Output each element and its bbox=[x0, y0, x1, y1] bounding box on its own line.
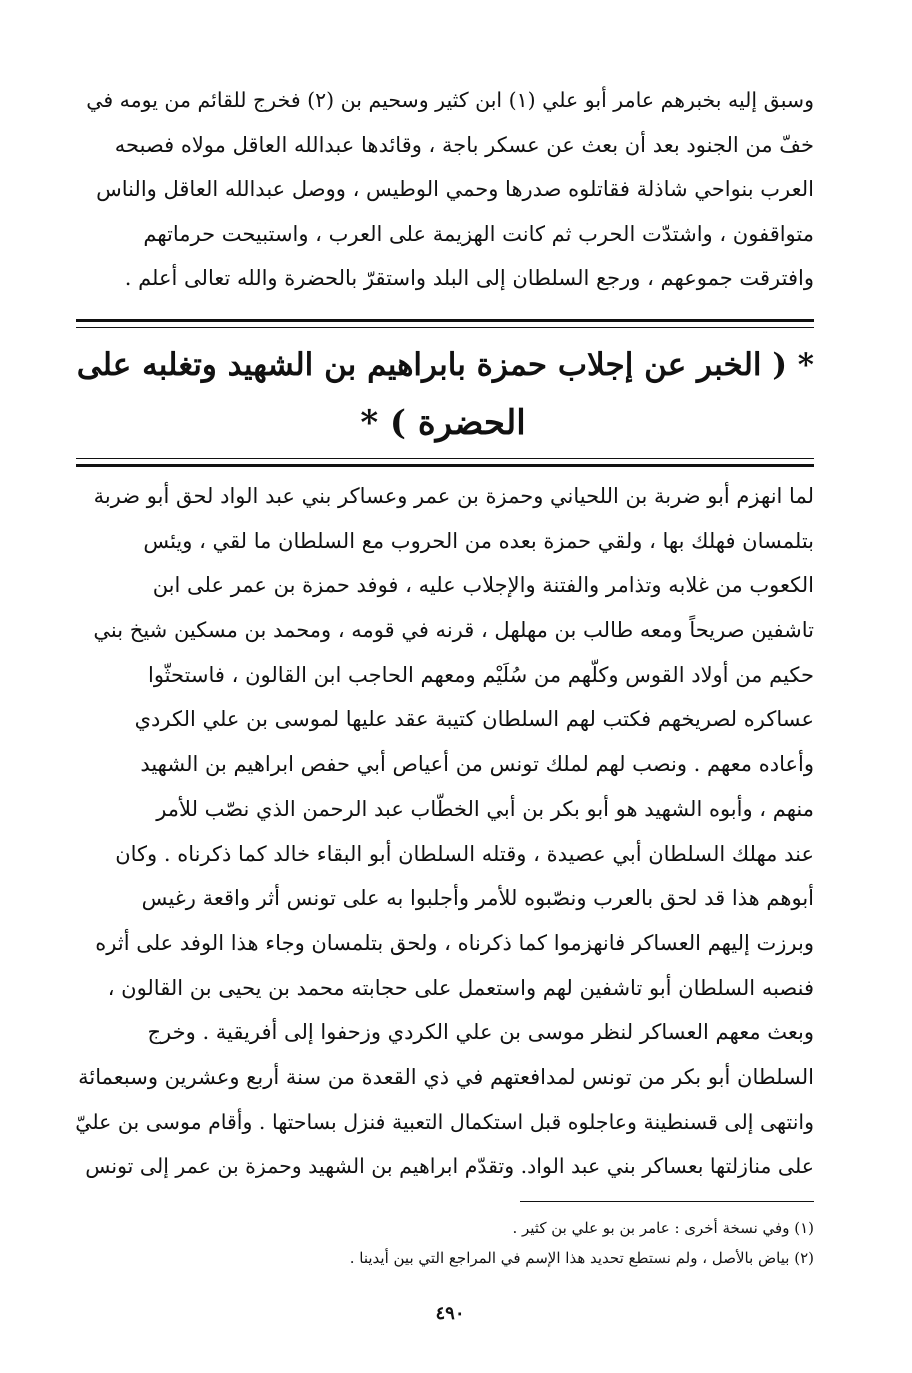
footnote-2: (٢) بياض بالأصل ، ولم نستطع تحديد هذا الإسم في المراجع التي بين أيدينا . bbox=[349, 1249, 814, 1267]
section-rule-top-thin bbox=[76, 327, 814, 328]
text-line: وسبق إليه بخبرهم عامر أبو علي (١) ابن كثير وسحيم بن (٢) فخرج للقائم من يومه في bbox=[86, 88, 814, 112]
section-heading-line-1: * ( الخبر عن إجلاب حمزة بابراهيم بن الشهيد وتغلبه على bbox=[76, 347, 814, 383]
text-line: فنصبه السلطان أبو تاشفين لهم واستعمل على حجابته محمد بن يحيى بن القالون ، bbox=[107, 975, 814, 1000]
text-line: وبرزت إليهم العساكر فانهزموا كما ذكرناه ، ولحق بتلمسان وجاء هذا الوفد على أثره bbox=[95, 930, 814, 955]
text-line: وافترقت جموعهم ، ورجع السلطان إلى البلد واستقرّ بالحضرة والله تعالى أعلم . bbox=[124, 266, 814, 290]
page-number: ٤٩٠ bbox=[435, 1303, 465, 1324]
text-line: أبوهم هذا قد لحق بالعرب ونصّبوه للأمر وأجلبوا به على تونس أثر واقعة رغيس bbox=[141, 886, 814, 911]
text-line: تاشفين صريحاً ومعه طالب بن مهلهل ، قرنه في قومه ، ومحمد بن مسكين شيخ بني bbox=[93, 618, 814, 643]
section-body-paragraph bbox=[72, 474, 814, 1189]
footnotes bbox=[72, 1213, 814, 1273]
text-line: الكعوب من غلابه وتذامر والفتنة والإجلاب عليه ، فوفد حمزة بن عمر على ابن bbox=[152, 573, 814, 598]
section-rule-bottom-thick bbox=[76, 464, 814, 467]
text-line: عند مهلك السلطان أبي عصيدة ، وقتله السلطان أبو البقاء خالد كما ذكرناه . وكان bbox=[115, 841, 814, 866]
text-line: عساكره لصريخهم فكتب لهم السلطان كتيبة عقد عليها لموسى بن علي الكردي bbox=[134, 707, 814, 732]
footnote-1: (١) وفي نسخة أخرى : عامر بن بو علي بن كثير . bbox=[512, 1219, 814, 1237]
section-heading bbox=[72, 336, 814, 452]
text-line: خفّ من الجنود بعد أن بعث عن عسكر باجة ، وقائدها عبدالله العاقل مولاه فصبحه bbox=[114, 132, 814, 157]
text-line: وبعث معهم العساكر لنظر موسى بن علي الكردي وزحفوا إلى أفريقية . وخرج bbox=[147, 1020, 814, 1045]
text-line: بتلمسان فهلك بها ، ولقي حمزة بعده من الحروب مع السلطان ما لقي ، ويئس bbox=[143, 528, 814, 553]
text-line: حكيم من أولاد القوس وكلّهم من سُلَيْم ومعهم الحاجب ابن القالون ، فاستحثّوا bbox=[148, 662, 814, 687]
section-rule-top-thick bbox=[76, 319, 814, 322]
section-heading-line-2: الحضرة ) * bbox=[360, 403, 526, 443]
text-line: السلطان أبو بكر من تونس لمدافعتهم في ذي القعدة من سنة أربع وعشرين وسبعمائة bbox=[78, 1064, 814, 1089]
text-line: وأعاده معهم . ونصب لهم لملك تونس من أعياص أبي حفص ابراهيم بن الشهيد bbox=[140, 752, 814, 777]
text-line: على منازلتها بعساكر بني عبد الواد. وتقدّم ابراهيم بن الشهيد وحمزة بن عمر إلى تونس bbox=[85, 1154, 814, 1179]
opening-paragraph bbox=[72, 78, 814, 301]
text-line: العرب بنواحي شاذلة فقاتلوه صدرها وحمي الوطيس ، ووصل عبدالله العاقل والناس bbox=[96, 177, 814, 201]
text-line: منهم ، وأبوه الشهيد هو أبو بكر بن أبي الخطّاب عبد الرحمن الذي نصّب للأمر bbox=[156, 796, 814, 821]
footnote-separator bbox=[520, 1201, 814, 1202]
text-line: متواقفون ، واشتدّت الحرب ثم كانت الهزيمة على العرب ، واستبيحت حرماتهم bbox=[143, 221, 814, 246]
text-line: وانتهى إلى قسنطينة وعاجلوه قبل استكمال التعبية فنزل بساحتها . وأقام موسى بن عليّ bbox=[75, 1109, 814, 1134]
text-line: لما انهزم أبو ضربة بن اللحياني وحمزة بن عمر وعساكر بني عبد الواد لحق أبو ضربة bbox=[93, 484, 814, 508]
section-rule-bottom-thin bbox=[76, 458, 814, 459]
